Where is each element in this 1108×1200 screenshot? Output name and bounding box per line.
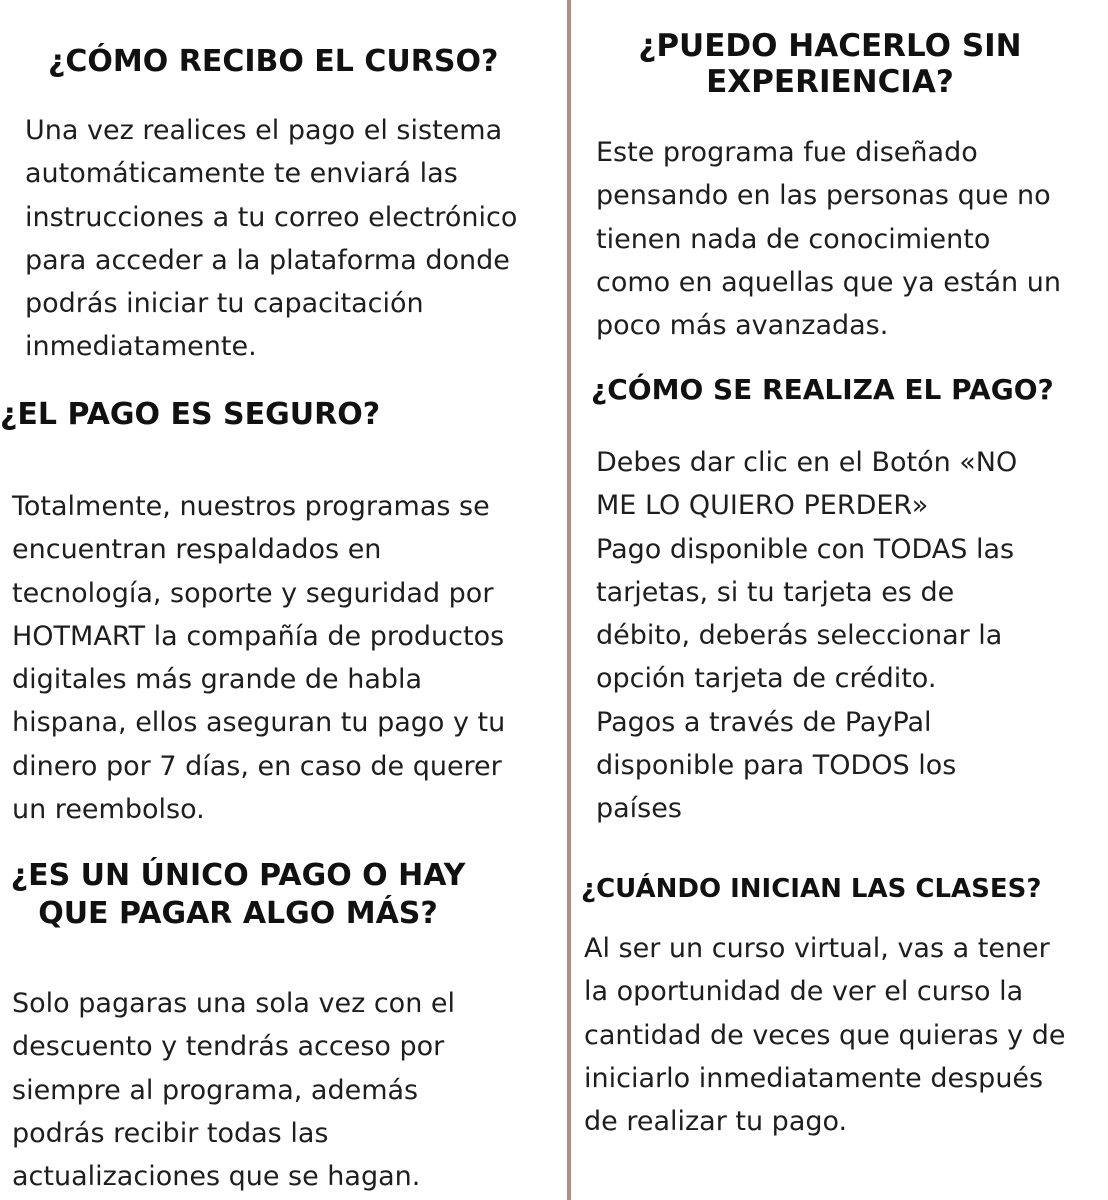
heading-line: ¿PUEDO HACERLO SIN (638, 28, 1022, 64)
answer-line: un reembolso. (12, 794, 205, 826)
answer-line: como en aquellas que ya están un (596, 266, 1061, 298)
faq-heading-como-recibo: ¿CÓMO RECIBO EL CURSO? (48, 44, 499, 79)
answer-line: poco más avanzadas. (596, 310, 889, 342)
answer-line: disponible para TODOS los (596, 750, 957, 782)
answer-line: siempre al programa, además (12, 1074, 419, 1106)
answer-line: actualizaciones que se hagan. (12, 1161, 421, 1193)
answer-line: pensando en las personas que no (596, 180, 1051, 212)
faq-heading-pago-seguro: ¿EL PAGO ES SEGURO? (0, 397, 381, 432)
answer-line: débito, deberás seleccionar la (596, 620, 1003, 652)
answer-line: inmediatamente. (25, 331, 257, 363)
answer-line: ME LO QUIERO PERDER» (596, 490, 929, 522)
faq-answer-sin-experiencia (596, 131, 1061, 347)
answer-line: Una vez realices el pago el sistema (25, 115, 503, 146)
answer-line: iniciarlo inmediatamente después (584, 1062, 1044, 1094)
answer-line: descuento y tendrás acceso por (12, 1031, 445, 1063)
faq-answer-como-pago (596, 441, 1017, 831)
answer-line: dinero por 7 días, en caso de querer (12, 750, 502, 782)
answer-line: Solo pagaras una sola vez con el (12, 988, 456, 1019)
answer-line: HOTMART la compañía de productos (12, 620, 505, 652)
answer-line: tecnología, soporte y seguridad por (12, 577, 494, 609)
answer-line: cantidad de veces que quieras y de (584, 1019, 1066, 1051)
faq-answer-cuando-inician (584, 927, 1065, 1143)
answer-line: Debes dar clic en el Botón «NO (596, 447, 1018, 478)
faq-heading-cuando-inician: ¿CUÁNDO INICIAN LAS CLASES? (581, 874, 1042, 904)
answer-line: opción tarjeta de crédito. (596, 663, 937, 695)
answer-line: encuentran respaldados en (12, 534, 382, 566)
answer-line: instrucciones a tu correo electrónico (25, 201, 518, 233)
faq-answer-como-recibo (25, 109, 517, 369)
answer-line: de realizar tu pago. (584, 1106, 848, 1138)
answer-line: automáticamente te enviará las (25, 158, 458, 190)
answer-line: podrás recibir todas las (12, 1117, 329, 1149)
answer-line: podrás iniciar tu capacitación (25, 288, 424, 320)
answer-line: la oportunidad de ver el curso la (584, 976, 1024, 1008)
answer-line: Pagos a través de PayPal (596, 706, 932, 738)
answer-line: hispana, ellos aseguran tu pago y tu (12, 707, 506, 739)
answer-line: Este programa fue diseñado (596, 137, 978, 168)
answer-line: Al ser un curso virtual, vas a tener (584, 933, 1050, 964)
answer-line: tienen nada de conocimiento (596, 223, 991, 255)
heading-line: QUE PAGAR ALGO MÁS? (38, 896, 438, 931)
answer-line: Pago disponible con TODAS las (596, 533, 1015, 565)
answer-line: Totalmente, nuestros programas se (12, 491, 490, 522)
faq-answer-pago-seguro (12, 485, 505, 831)
faq-answer-unico-pago (12, 982, 455, 1198)
column-divider (567, 0, 571, 1200)
answer-line: países (596, 793, 682, 825)
heading-line: EXPERIENCIA? (706, 64, 954, 100)
answer-line: digitales más grande de habla (12, 664, 423, 696)
answer-line: tarjetas, si tu tarjeta es de (596, 576, 955, 608)
faq-heading-unico-pago (0, 857, 476, 933)
faq-heading-sin-experiencia (620, 28, 1040, 100)
answer-line: para acceder a la plataforma donde (25, 244, 510, 276)
faq-heading-como-pago: ¿CÓMO SE REALIZA EL PAGO? (591, 373, 1054, 406)
heading-line: ¿ES UN ÚNICO PAGO O HAY (10, 858, 466, 893)
